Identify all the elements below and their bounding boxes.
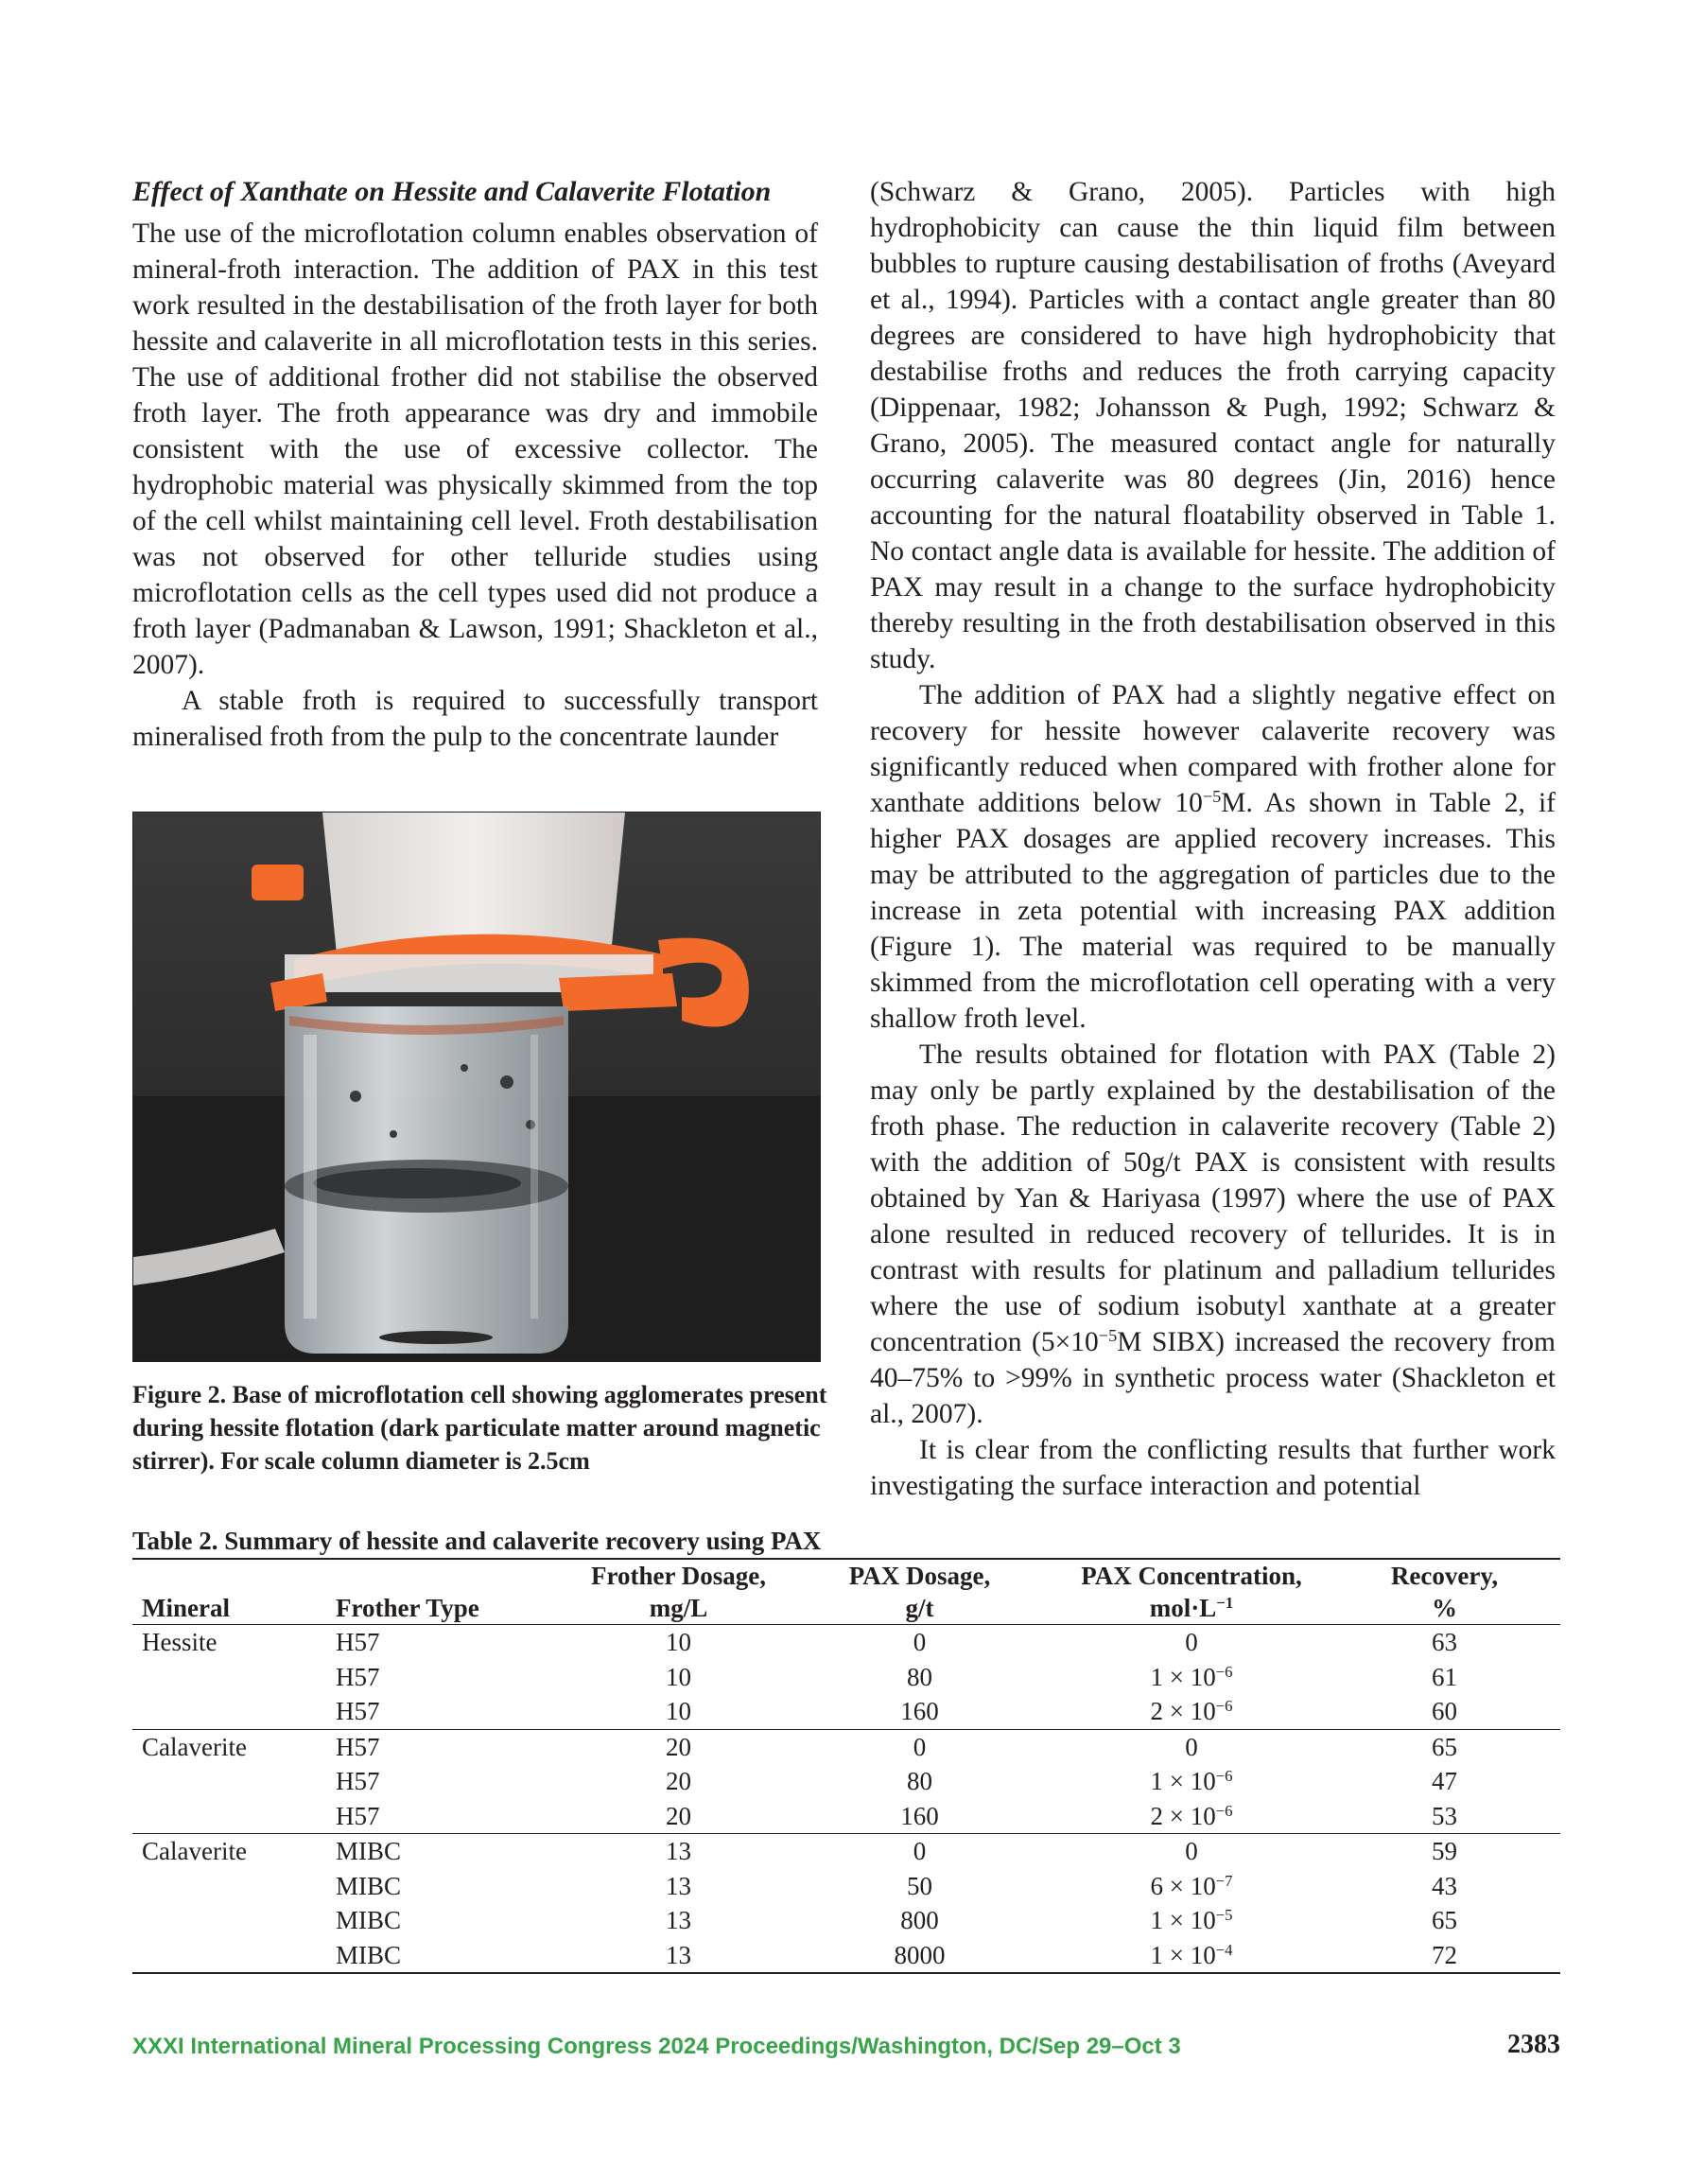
cell-recovery: 72	[1357, 1938, 1560, 1974]
table-row	[132, 1869, 1560, 1904]
right-paragraph-2-part-b: M. As shown in Table 2, if higher PAX dosages are applied recovery increases. This may be attributed to the aggregation of particles due to the increase in zeta potential with increasing PAX addition (Figure 1). The material was required to be manually skimmed from the microflotation cell operating with a very shallow froth level.	[870, 788, 1556, 1034]
cell-frother-dosage: 13	[544, 1938, 813, 1974]
concentration-base: 0	[1185, 1837, 1198, 1865]
cell-recovery: 63	[1357, 1625, 1560, 1660]
right-paragraph-2-part-a: The addition of PAX had a slightly negative effect on recovery for hessite however calaverite recovery was significantly reduced when compared with frother alone for xanthate additions below 10	[870, 680, 1556, 818]
cell-frother-dosage: 20	[666, 1767, 691, 1795]
header-pax-concentration-unit	[1026, 1592, 1357, 1625]
cell-pax-dosage: 160	[900, 1801, 939, 1830]
left-paragraph-1: The use of the microflotation column enables observation of mineral-froth interaction. The addition of PAX in this test work resulted in the destabilisation of the froth layer for both hessite and calaverite in all microflotation tests in this series. The use of additional frother did not stabilise the observed froth layer. The froth appearance was dry and immobile consistent with the use of excessive collector. The hydrophobic material was physically skimmed from the top of the cell whilst maintaining cell level. Froth destabilisation was not observed for other telluride studies using microflotation cells as the cell types used did not produce a froth layer (Padmanaban & Lawson, 1991; Shackleton et al., 2007).	[132, 218, 818, 680]
cell-frother-type: H57	[336, 1801, 380, 1830]
cell-mineral	[132, 1764, 336, 1799]
concentration-base: 2 × 10	[1150, 1697, 1216, 1725]
concentration-exponent: −6	[1215, 1766, 1233, 1785]
cell-pax-concentration	[1026, 1660, 1357, 1695]
cell-frother-type: MIBC	[336, 1834, 544, 1869]
figure-caption: Figure 2. Base of microflotation cell showing agglomerates present during hessite flotation (dark particulate matter around magnetic stirrer). For scale column diameter is 2.5cm	[132, 1381, 827, 1475]
cell-pax-dosage: 50	[907, 1871, 932, 1900]
cell-frother-dosage: 20	[544, 1729, 813, 1764]
concentration-exponent: −7	[1215, 1871, 1233, 1890]
cell-pax-concentration	[1026, 1729, 1357, 1764]
cell-frother-type: MIBC	[336, 1906, 402, 1934]
cell-frother-type: H57	[336, 1767, 380, 1795]
cell-frother-dosage: 10	[666, 1697, 691, 1725]
recovery-table	[132, 1558, 1560, 1974]
cell-mineral	[132, 1938, 336, 1974]
figure-photo	[132, 812, 821, 1362]
cell-frother-dosage: 10	[666, 1662, 691, 1691]
cell-pax-dosage: 160	[900, 1697, 939, 1725]
cell-pax-dosage: 800	[900, 1906, 939, 1934]
cell-frother-dosage: 10	[544, 1625, 813, 1660]
concentration-base: 1 × 10	[1150, 1662, 1216, 1691]
cell-frother-type: MIBC	[336, 1871, 402, 1900]
cell-pax-concentration	[1026, 1938, 1357, 1974]
concentration-exponent: −6	[1215, 1801, 1233, 1820]
cell-frother-type: H57	[336, 1625, 544, 1660]
concentration-base: 2 × 10	[1150, 1801, 1216, 1830]
cell-pax-dosage: 0	[813, 1625, 1026, 1660]
section-heading: Effect of Xanthate on Hessite and Calaverite Flotation	[132, 176, 772, 207]
table-row	[132, 1938, 1560, 1974]
page-footer	[132, 2030, 1560, 2060]
cell-pax-dosage: 8000	[813, 1938, 1026, 1974]
cell-mineral	[132, 1799, 336, 1834]
right-paragraph-2	[870, 677, 1556, 1037]
header-mineral: Mineral	[132, 1592, 336, 1625]
right-paragraph-3-part-a: The results obtained for flotation with PAX (Table 2) may only be partly explained by the destabilisation of the froth phase. The reduction in calaverite recovery (Table 2) with the addition of 50g/t PAX is consistent with results obtained by Yan & Hariyasa (1997) where the use of PAX alone resulted in reduced recovery of tellurides. It is in contrast with results for platinum and palladium tellurides where the use of sodium isobutyl xanthate at a greater concentration (5×10	[870, 1040, 1556, 1357]
right-column	[870, 174, 1556, 1504]
concentration-base: 1 × 10	[1150, 1906, 1216, 1934]
cell-pax-concentration	[1026, 1903, 1357, 1938]
right-paragraph-3	[870, 1037, 1556, 1432]
cell-frother-type: H57	[336, 1662, 380, 1691]
concentration-unit-exponent: −1	[1216, 1593, 1234, 1612]
header-recovery-unit: %	[1357, 1592, 1560, 1625]
microflotation-cell-photo	[133, 812, 820, 1361]
cell-recovery: 61	[1432, 1662, 1457, 1691]
header-pax-dosage-unit: g/t	[813, 1592, 1026, 1625]
concentration-exponent: −4	[1215, 1940, 1233, 1959]
header-pax-concentration: PAX Concentration,	[1026, 1559, 1357, 1592]
cell-pax-dosage: 0	[813, 1729, 1026, 1764]
cell-frother-dosage: 13	[666, 1871, 691, 1900]
cell-mineral: Hessite	[132, 1625, 336, 1660]
exponent: −5	[1098, 1325, 1118, 1345]
cell-mineral	[132, 1869, 336, 1904]
concentration-exponent: −5	[1215, 1905, 1233, 1924]
left-paragraph-2: A stable froth is required to successfully transport mineralised froth from the pulp to the concentrate launder	[132, 686, 818, 752]
header-frother-top	[336, 1559, 544, 1592]
header-mineral-top	[132, 1559, 336, 1592]
cell-recovery: 65	[1357, 1729, 1560, 1764]
cell-pax-concentration	[1026, 1799, 1357, 1834]
cell-recovery: 47	[1432, 1767, 1457, 1795]
cell-recovery: 53	[1432, 1801, 1457, 1830]
cell-mineral	[132, 1694, 336, 1729]
header-frother-dosage: Frother Dosage,	[544, 1559, 813, 1592]
cell-recovery: 65	[1432, 1906, 1457, 1934]
cell-mineral	[132, 1660, 336, 1695]
table-2	[132, 1525, 1560, 1974]
cell-mineral	[132, 1903, 336, 1938]
cell-pax-dosage: 80	[907, 1662, 932, 1691]
cell-pax-dosage: 80	[907, 1767, 932, 1795]
table-row	[132, 1660, 1560, 1695]
concentration-exponent: −6	[1215, 1696, 1233, 1715]
cell-frother-type: MIBC	[336, 1938, 544, 1974]
cell-pax-concentration	[1026, 1625, 1357, 1660]
footer-proceedings-text: XXXI International Mineral Processing Congress 2024 Proceedings/Washington, DC/Sep 29–Oct 3	[132, 2034, 1181, 2059]
cell-frother-type: H57	[336, 1697, 380, 1725]
table-body	[132, 1625, 1560, 1974]
cell-mineral: Calaverite	[132, 1729, 336, 1764]
concentration-unit: mol·L	[1149, 1594, 1217, 1622]
concentration-base: 0	[1185, 1628, 1198, 1656]
concentration-base: 6 × 10	[1150, 1871, 1216, 1900]
exponent: −5	[1202, 786, 1222, 806]
cell-pax-concentration	[1026, 1834, 1357, 1869]
table-row	[132, 1834, 1560, 1869]
header-frother-dosage-unit: mg/L	[544, 1592, 813, 1625]
table-row	[132, 1903, 1560, 1938]
concentration-base: 1 × 10	[1150, 1767, 1216, 1795]
cell-recovery: 59	[1357, 1834, 1560, 1869]
cell-recovery: 43	[1432, 1871, 1457, 1900]
table-row	[132, 1764, 1560, 1799]
concentration-exponent: −6	[1215, 1662, 1233, 1681]
left-column	[132, 174, 818, 755]
header-pax-dosage: PAX Dosage,	[813, 1559, 1026, 1592]
table-row	[132, 1625, 1560, 1660]
right-paragraph-3-part-b: M SIBX) increased the recovery from 40–75% to >99% in synthetic process water (Shackleton et al., 2007).	[870, 1327, 1556, 1429]
table-row	[132, 1799, 1560, 1834]
right-paragraph-1: (Schwarz & Grano, 2005). Particles with high hydrophobicity can cause the thin liquid film between bubbles to rupture causing destabilisation of froths (Aveyard et al., 1994). Particles with a contact angle greater than 80 degrees are considered to have high hydrophobicity that destabilise froths and reduces the froth carrying capacity (Dippenaar, 1982; Johansson & Pugh, 1992; Schwarz & Grano, 2005). The measured contact angle for naturally occurring calaverite was 80 degrees (Jin, 2016) hence accounting for the natural floatability observed in Table 1. No contact angle data is available for hessite. The addition of PAX may result in a change to the surface hydrophobicity thereby resulting in the froth destabilisation observed in this study.	[870, 177, 1556, 674]
header-frother-type: Frother Type	[336, 1592, 544, 1625]
cell-pax-dosage: 0	[813, 1834, 1026, 1869]
concentration-base: 1 × 10	[1150, 1940, 1216, 1969]
concentration-base: 0	[1185, 1732, 1198, 1761]
cell-recovery: 60	[1432, 1697, 1457, 1725]
cell-pax-concentration	[1026, 1694, 1357, 1729]
cell-frother-type: H57	[336, 1729, 544, 1764]
cell-pax-concentration	[1026, 1869, 1357, 1904]
table-row	[132, 1729, 1560, 1764]
cell-frother-dosage: 13	[666, 1906, 691, 1934]
table-title: Table 2. Summary of hessite and calaverite recovery using PAX	[132, 1527, 822, 1555]
cell-frother-dosage: 13	[544, 1834, 813, 1869]
cell-pax-concentration	[1026, 1764, 1357, 1799]
right-paragraph-4: It is clear from the conflicting results that further work investigating the surface interaction and potential	[870, 1435, 1556, 1501]
cell-frother-dosage: 20	[666, 1801, 691, 1830]
table-row	[132, 1694, 1560, 1729]
page-number: 2383	[1507, 2030, 1560, 2059]
cell-mineral: Calaverite	[132, 1834, 336, 1869]
header-recovery: Recovery,	[1357, 1559, 1560, 1592]
